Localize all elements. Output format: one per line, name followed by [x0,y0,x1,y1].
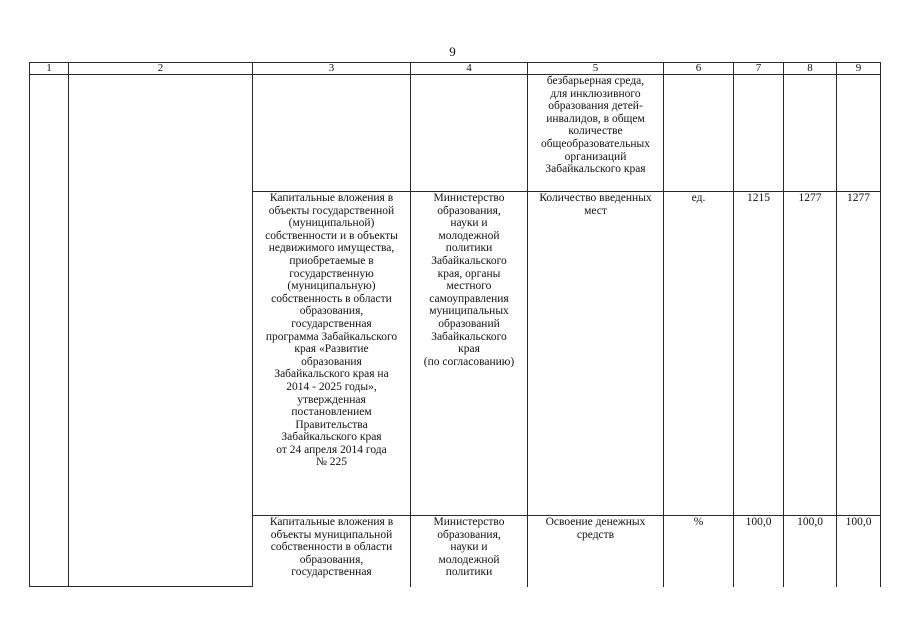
measure-description: Капитальные вложения в объекты государственной (муниципальной) собственности и в объекты недвижимого имущества, приобретаемые в государственную (муниципальную) собственность в области образования, государственная программа Забайкальского края «Развитие образования Забайкальского края на 2014 - 2025 годы», утвержденная постановлением Правительства Забайкальского края от 24 апреля 2014 года № 225 [265,192,398,469]
column-header-8: 8 [784,63,837,75]
cell-col3 [253,75,411,192]
table-row [30,75,881,192]
cell-col4 [411,75,528,192]
unit-cell: % [664,516,734,587]
page-number: 9 [449,44,456,59]
column-number-row [30,63,881,75]
column-header-6: 6 [664,63,734,75]
column-header-5: 5 [528,63,664,75]
indicators-table [29,62,881,587]
cell-col8 [784,75,837,192]
measure-description-cell [253,192,411,516]
indicator-name: Освоение денежных средств [545,516,646,541]
responsible-executor: Министерство образования, науки и молодежной политики [433,516,505,579]
responsible-executor: Министерство образования, науки и молодежной политики Забайкальского края, органы местного самоуправления муниципальных образований Забайкальского края (по согласованию) [423,192,515,368]
value-cell-col8: 1277 [784,192,837,516]
measure-description-cell [253,516,411,587]
unit-cell: ед. [664,192,734,516]
indicator-text: безбарьерная среда, для инклюзивного образования детей- инвалидов, в общем количестве общеобразовательных организаций Забайкальского края [540,75,651,176]
cell-col9 [837,75,881,192]
indicator-name-cell [528,192,664,516]
column-header-3: 3 [253,63,411,75]
value-cell-col8: 100,0 [784,516,837,587]
column-header-1: 1 [30,63,69,75]
value-cell-col9: 100,0 [837,516,881,587]
measure-description: Капитальные вложения в объекты муниципальной собственности в области образования, государственная [269,516,394,579]
cell-col1 [30,75,69,587]
indicator-text-cell [528,75,664,192]
cell-col6 [664,75,734,192]
cell-col7 [734,75,784,192]
value-cell-col7: 1215 [734,192,784,516]
column-header-7: 7 [734,63,784,75]
cell-col2 [69,75,253,587]
value-cell-col7: 100,0 [734,516,784,587]
column-header-2: 2 [69,63,253,75]
value-cell-col9: 1277 [837,192,881,516]
indicator-name-cell [528,516,664,587]
responsible-executor-cell [411,516,528,587]
responsible-executor-cell [411,192,528,516]
column-header-9: 9 [837,63,881,75]
column-header-4: 4 [411,63,528,75]
indicator-name: Количество введенных мест [539,192,652,217]
